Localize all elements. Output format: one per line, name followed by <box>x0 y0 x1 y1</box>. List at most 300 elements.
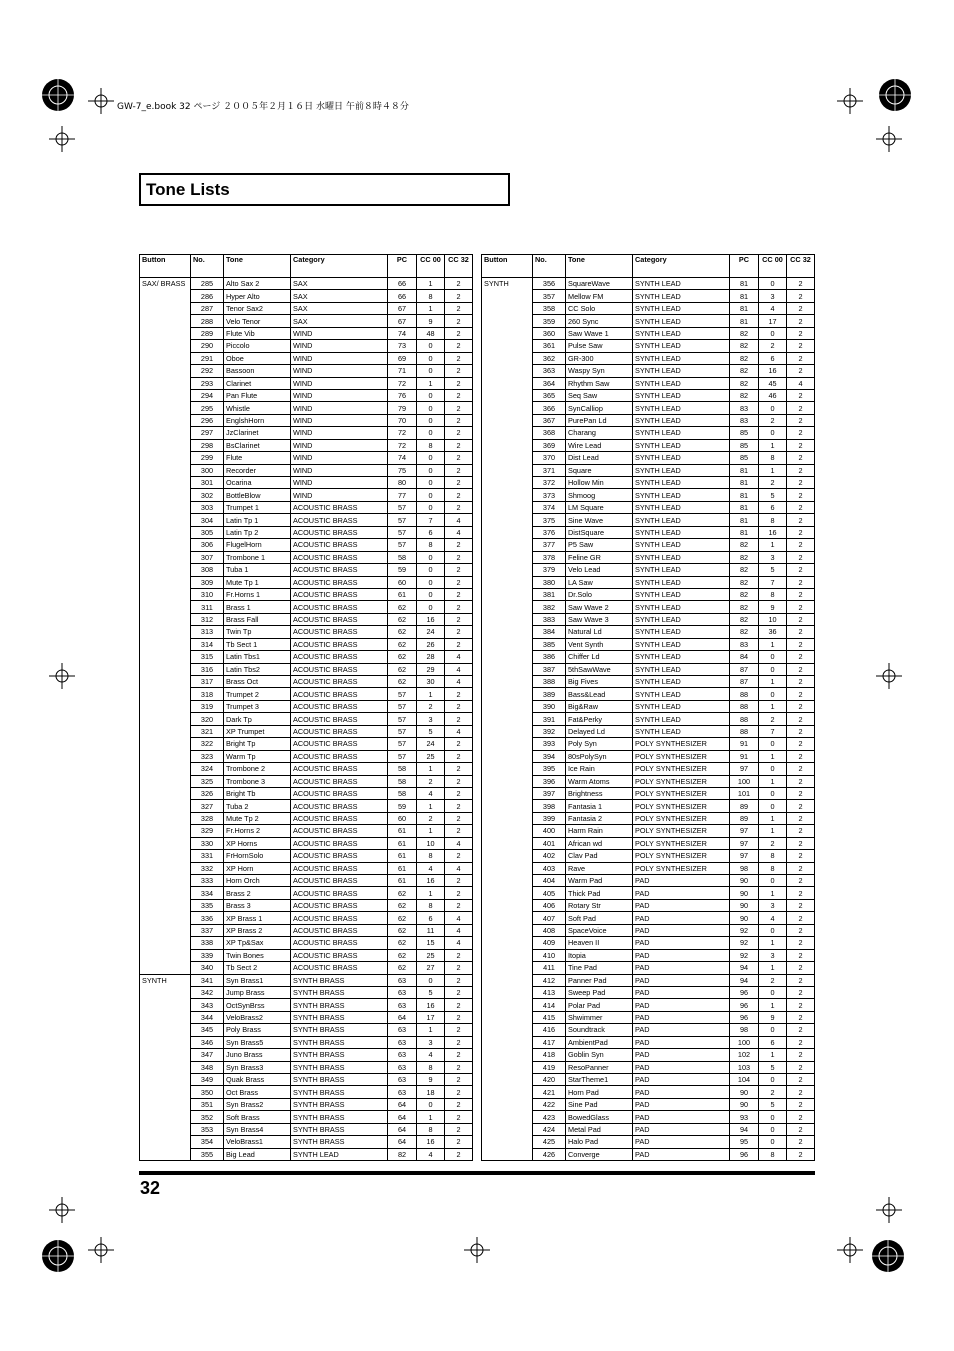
tone-name-cell: Waspy Syn <box>566 365 633 377</box>
pc-cell: 82 <box>730 539 759 551</box>
category-cell: POLY SYNTHESIZER <box>633 763 730 775</box>
cc00-cell: 24 <box>417 626 445 638</box>
category-cell: ACOUSTIC BRASS <box>291 949 388 961</box>
tone-name-cell: Piccolo <box>224 340 291 352</box>
category-cell: SYNTH LEAD <box>633 551 730 563</box>
tone-name-cell: Trumpet 2 <box>224 688 291 700</box>
category-cell: POLY SYNTHESIZER <box>633 787 730 799</box>
cc00-cell: 0 <box>759 402 787 414</box>
cc00-cell: 3 <box>759 290 787 302</box>
cc00-cell: 11 <box>417 924 445 936</box>
category-cell: PAD <box>633 1011 730 1023</box>
tone-name-cell: BowedGlass <box>566 1111 633 1123</box>
cc32-cell: 2 <box>787 875 815 887</box>
category-cell: SYNTH LEAD <box>633 638 730 650</box>
cc00-cell: 6 <box>759 352 787 364</box>
tone-name-cell: Saw Wave 3 <box>566 613 633 625</box>
pc-cell: 71 <box>388 365 417 377</box>
cc32-cell: 2 <box>445 700 473 712</box>
tone-number-cell: 334 <box>191 887 224 899</box>
tone-number-cell: 426 <box>533 1148 566 1160</box>
category-cell: PAD <box>633 912 730 924</box>
tone-number-cell: 353 <box>191 1123 224 1135</box>
category-cell: ACOUSTIC BRASS <box>291 725 388 737</box>
tone-number-cell: 320 <box>191 713 224 725</box>
tone-name-cell: Hyper Alto <box>224 290 291 302</box>
pc-cell: 94 <box>730 974 759 986</box>
cc00-cell: 0 <box>417 601 445 613</box>
cc32-cell: 2 <box>445 688 473 700</box>
cc00-cell: 5 <box>759 1061 787 1073</box>
tone-number-cell: 374 <box>533 501 566 513</box>
tone-number-cell: 315 <box>191 651 224 663</box>
tone-name-cell: VeloBrass2 <box>224 1011 291 1023</box>
cc32-cell: 2 <box>787 700 815 712</box>
category-cell: SYNTH LEAD <box>633 365 730 377</box>
tone-number-cell: 362 <box>533 352 566 364</box>
pc-cell: 62 <box>388 899 417 911</box>
pc-cell: 97 <box>730 837 759 849</box>
tone-number-cell: 285 <box>191 278 224 290</box>
tone-name-cell: Square <box>566 464 633 476</box>
tone-name-cell: Soundtrack <box>566 1024 633 1036</box>
pc-cell: 100 <box>730 775 759 787</box>
cc32-cell: 4 <box>445 725 473 737</box>
pc-cell: 74 <box>388 452 417 464</box>
tone-number-cell: 304 <box>191 514 224 526</box>
tone-name-cell: Harm Rain <box>566 825 633 837</box>
cc00-cell: 4 <box>417 1148 445 1160</box>
tone-number-cell: 314 <box>191 638 224 650</box>
tone-name-cell: Shmoog <box>566 489 633 501</box>
tone-name-cell: Bright Tp <box>224 738 291 750</box>
pc-cell: 94 <box>730 1123 759 1135</box>
cc32-cell: 2 <box>445 452 473 464</box>
pc-cell: 82 <box>730 327 759 339</box>
tone-name-cell: Vent Synth <box>566 638 633 650</box>
cc00-cell: 8 <box>417 290 445 302</box>
category-cell: PAD <box>633 1136 730 1148</box>
tone-name-cell: Sweep Pad <box>566 986 633 998</box>
category-cell: ACOUSTIC BRASS <box>291 613 388 625</box>
table-header-row <box>482 255 815 278</box>
tone-name-cell: Recorder <box>224 464 291 476</box>
pc-cell: 82 <box>730 551 759 563</box>
cc00-cell: 1 <box>759 676 787 688</box>
cc32-cell: 2 <box>445 775 473 787</box>
cc32-cell: 2 <box>787 427 815 439</box>
cc00-cell: 0 <box>759 924 787 936</box>
tone-name-cell: Goblin Syn <box>566 1049 633 1061</box>
pc-cell: 66 <box>388 290 417 302</box>
tone-name-cell: Pulse Saw <box>566 340 633 352</box>
tone-number-cell: 385 <box>533 638 566 650</box>
cc32-cell: 2 <box>787 862 815 874</box>
cc00-cell: 0 <box>417 452 445 464</box>
tone-number-cell: 341 <box>191 974 224 986</box>
tone-number-cell: 378 <box>533 551 566 563</box>
pc-cell: 64 <box>388 1111 417 1123</box>
cc32-cell: 2 <box>445 402 473 414</box>
tone-name-cell: Hollow Min <box>566 477 633 489</box>
tone-number-cell: 350 <box>191 1086 224 1098</box>
tone-name-cell: Shwimmer <box>566 1011 633 1023</box>
tone-name-cell: Big Lead <box>224 1148 291 1160</box>
category-cell: POLY SYNTHESIZER <box>633 837 730 849</box>
pc-cell: 104 <box>730 1074 759 1086</box>
column-header: CC 00 <box>417 255 445 278</box>
tone-number-cell: 328 <box>191 812 224 824</box>
pc-cell: 84 <box>730 651 759 663</box>
pc-cell: 82 <box>730 613 759 625</box>
cc32-cell: 2 <box>445 576 473 588</box>
pc-cell: 101 <box>730 787 759 799</box>
pc-cell: 62 <box>388 949 417 961</box>
category-cell: ACOUSTIC BRASS <box>291 663 388 675</box>
category-cell: SYNTH LEAD <box>633 389 730 401</box>
tone-list-table-left <box>139 254 473 1161</box>
category-cell: PAD <box>633 1061 730 1073</box>
tone-number-cell: 327 <box>191 800 224 812</box>
category-cell: ACOUSTIC BRASS <box>291 763 388 775</box>
cc00-cell: 8 <box>417 539 445 551</box>
table-row <box>482 278 815 290</box>
cc00-cell: 1 <box>759 700 787 712</box>
tone-number-cell: 331 <box>191 850 224 862</box>
category-cell: PAD <box>633 1098 730 1110</box>
tone-number-cell: 398 <box>533 800 566 812</box>
pc-cell: 94 <box>730 962 759 974</box>
table-row <box>140 278 473 290</box>
pc-cell: 82 <box>730 352 759 364</box>
tone-number-cell: 425 <box>533 1136 566 1148</box>
column-header: PC <box>730 255 759 278</box>
cc00-cell: 3 <box>759 949 787 961</box>
category-cell: ACOUSTIC BRASS <box>291 825 388 837</box>
cc32-cell: 2 <box>787 464 815 476</box>
tone-number-cell: 302 <box>191 489 224 501</box>
tone-number-cell: 297 <box>191 427 224 439</box>
cc32-cell: 2 <box>787 850 815 862</box>
pc-cell: 90 <box>730 875 759 887</box>
tone-number-cell: 321 <box>191 725 224 737</box>
category-cell: SYNTH LEAD <box>633 452 730 464</box>
tone-name-cell: Brass Oct <box>224 676 291 688</box>
pc-cell: 62 <box>388 651 417 663</box>
tone-number-cell: 424 <box>533 1123 566 1135</box>
cc00-cell: 1 <box>417 800 445 812</box>
tone-number-cell: 408 <box>533 924 566 936</box>
pc-cell: 57 <box>388 501 417 513</box>
cc00-cell: 7 <box>759 576 787 588</box>
cc00-cell: 8 <box>759 514 787 526</box>
cc32-cell: 2 <box>445 1111 473 1123</box>
cc00-cell: 0 <box>759 875 787 887</box>
tone-number-cell: 299 <box>191 452 224 464</box>
cc00-cell: 2 <box>417 812 445 824</box>
tone-number-cell: 287 <box>191 302 224 314</box>
cc00-cell: 1 <box>759 750 787 762</box>
cc32-cell: 2 <box>787 1036 815 1048</box>
cc32-cell: 2 <box>787 526 815 538</box>
category-cell: ACOUSTIC BRASS <box>291 962 388 974</box>
cc00-cell: 25 <box>417 750 445 762</box>
tone-number-cell: 357 <box>533 290 566 302</box>
tone-name-cell: Whistle <box>224 402 291 414</box>
cc32-cell: 2 <box>445 1136 473 1148</box>
tone-number-cell: 313 <box>191 626 224 638</box>
tone-number-cell: 296 <box>191 414 224 426</box>
tone-name-cell: Delayed Ld <box>566 725 633 737</box>
pc-cell: 58 <box>388 775 417 787</box>
cc00-cell: 1 <box>759 812 787 824</box>
cc32-cell: 2 <box>445 1036 473 1048</box>
cc32-cell: 4 <box>445 676 473 688</box>
tone-name-cell: Poly Brass <box>224 1024 291 1036</box>
cc32-cell: 2 <box>787 626 815 638</box>
tone-number-cell: 379 <box>533 564 566 576</box>
page-number: 32 <box>140 1178 161 1198</box>
cc32-cell: 2 <box>445 278 473 290</box>
category-cell: SYNTH BRASS <box>291 1123 388 1135</box>
tone-name-cell: Trumpet 3 <box>224 700 291 712</box>
cc00-cell: 3 <box>759 551 787 563</box>
crosshair-mark <box>464 1237 490 1263</box>
tone-number-cell: 373 <box>533 489 566 501</box>
category-cell: SYNTH BRASS <box>291 1074 388 1086</box>
pc-cell: 63 <box>388 986 417 998</box>
category-cell: SYNTH BRASS <box>291 1049 388 1061</box>
button-group-cell: SYNTH <box>140 974 191 1161</box>
cc32-cell: 2 <box>445 1148 473 1160</box>
tone-name-cell: Latin Tp 1 <box>224 514 291 526</box>
tone-number-cell: 311 <box>191 601 224 613</box>
tone-name-cell: Warm Pad <box>566 875 633 887</box>
pc-cell: 89 <box>730 800 759 812</box>
pc-cell: 58 <box>388 787 417 799</box>
tone-name-cell: Thick Pad <box>566 887 633 899</box>
tone-number-cell: 288 <box>191 315 224 327</box>
tone-number-cell: 345 <box>191 1024 224 1036</box>
cc32-cell: 2 <box>787 601 815 613</box>
cc00-cell: 8 <box>417 899 445 911</box>
tone-name-cell: Trombone 2 <box>224 763 291 775</box>
cc32-cell: 2 <box>787 974 815 986</box>
tone-number-cell: 418 <box>533 1049 566 1061</box>
cc00-cell: 5 <box>759 1098 787 1110</box>
tone-number-cell: 363 <box>533 365 566 377</box>
cc32-cell: 2 <box>445 787 473 799</box>
tone-name-cell: Saw Wave 2 <box>566 601 633 613</box>
category-cell: SYNTH LEAD <box>633 725 730 737</box>
tone-name-cell: Brass 1 <box>224 601 291 613</box>
category-cell: PAD <box>633 999 730 1011</box>
pc-cell: 63 <box>388 1074 417 1086</box>
tone-number-cell: 393 <box>533 738 566 750</box>
pc-cell: 82 <box>730 588 759 600</box>
category-cell: ACOUSTIC BRASS <box>291 626 388 638</box>
cc00-cell: 2 <box>759 1086 787 1098</box>
cc00-cell: 0 <box>759 800 787 812</box>
tone-number-cell: 401 <box>533 837 566 849</box>
pc-cell: 82 <box>730 601 759 613</box>
tone-name-cell: LM Square <box>566 501 633 513</box>
column-header: Button <box>140 255 191 278</box>
category-cell: WIND <box>291 327 388 339</box>
category-cell: SYNTH LEAD <box>633 352 730 364</box>
pc-cell: 90 <box>730 1086 759 1098</box>
tone-number-cell: 301 <box>191 477 224 489</box>
cc00-cell: 1 <box>417 825 445 837</box>
tone-name-cell: Tb Sect 2 <box>224 962 291 974</box>
tone-name-cell: Brass 3 <box>224 899 291 911</box>
column-header: PC <box>388 255 417 278</box>
tone-number-cell: 305 <box>191 526 224 538</box>
cc32-cell: 2 <box>445 812 473 824</box>
tone-name-cell: Big Fives <box>566 676 633 688</box>
cc32-cell: 2 <box>787 962 815 974</box>
pc-cell: 58 <box>388 551 417 563</box>
category-cell: POLY SYNTHESIZER <box>633 812 730 824</box>
tone-number-cell: 390 <box>533 700 566 712</box>
cc32-cell: 2 <box>787 676 815 688</box>
cc32-cell: 2 <box>787 315 815 327</box>
tone-number-cell: 406 <box>533 899 566 911</box>
category-cell: PAD <box>633 949 730 961</box>
cc00-cell: 1 <box>759 1049 787 1061</box>
cc00-cell: 4 <box>759 302 787 314</box>
category-cell: ACOUSTIC BRASS <box>291 850 388 862</box>
tone-number-cell: 293 <box>191 377 224 389</box>
cc32-cell: 2 <box>787 775 815 787</box>
tone-number-cell: 369 <box>533 439 566 451</box>
pc-cell: 67 <box>388 302 417 314</box>
category-cell: PAD <box>633 937 730 949</box>
cc32-cell: 4 <box>445 937 473 949</box>
tone-name-cell: Velo Tenor <box>224 315 291 327</box>
cc00-cell: 10 <box>417 837 445 849</box>
cc00-cell: 6 <box>759 501 787 513</box>
pc-cell: 57 <box>388 539 417 551</box>
tone-name-cell: 5thSawWave <box>566 663 633 675</box>
footer-rule <box>139 1171 815 1175</box>
cc00-cell: 1 <box>417 302 445 314</box>
tone-name-cell: Soft Brass <box>224 1111 291 1123</box>
pc-cell: 72 <box>388 439 417 451</box>
cc00-cell: 1 <box>759 638 787 650</box>
cc32-cell: 2 <box>445 489 473 501</box>
tone-name-cell: Ice Rain <box>566 763 633 775</box>
tone-number-cell: 333 <box>191 875 224 887</box>
cc00-cell: 2 <box>759 414 787 426</box>
category-cell: SAX <box>291 315 388 327</box>
category-cell: SYNTH BRASS <box>291 1098 388 1110</box>
tone-name-cell: BsClarinet <box>224 439 291 451</box>
tone-name-cell: Warm Tp <box>224 750 291 762</box>
tone-number-cell: 358 <box>533 302 566 314</box>
cc32-cell: 2 <box>787 887 815 899</box>
pc-cell: 62 <box>388 613 417 625</box>
tone-number-cell: 394 <box>533 750 566 762</box>
cc32-cell: 2 <box>787 389 815 401</box>
pc-cell: 95 <box>730 1136 759 1148</box>
tone-number-cell: 306 <box>191 539 224 551</box>
tone-number-cell: 289 <box>191 327 224 339</box>
category-cell: PAD <box>633 887 730 899</box>
pc-cell: 82 <box>730 365 759 377</box>
pc-cell: 93 <box>730 1111 759 1123</box>
cc00-cell: 1 <box>759 464 787 476</box>
category-cell: POLY SYNTHESIZER <box>633 738 730 750</box>
cc32-cell: 4 <box>445 526 473 538</box>
cc32-cell: 2 <box>445 1011 473 1023</box>
cc32-cell: 2 <box>445 539 473 551</box>
cc32-cell: 2 <box>445 501 473 513</box>
pc-cell: 57 <box>388 514 417 526</box>
category-cell: ACOUSTIC BRASS <box>291 837 388 849</box>
cc32-cell: 2 <box>445 613 473 625</box>
category-cell: SAX <box>291 302 388 314</box>
tone-name-cell: BottleBlow <box>224 489 291 501</box>
pc-cell: 98 <box>730 1024 759 1036</box>
cc00-cell: 2 <box>759 477 787 489</box>
pc-cell: 83 <box>730 414 759 426</box>
cc00-cell: 0 <box>417 477 445 489</box>
crosshair-mark <box>876 1197 902 1223</box>
category-cell: ACOUSTIC BRASS <box>291 651 388 663</box>
tone-name-cell: Bass&Lead <box>566 688 633 700</box>
cc00-cell: 6 <box>417 526 445 538</box>
cc32-cell: 2 <box>787 302 815 314</box>
tone-name-cell: Horn Orch <box>224 875 291 887</box>
category-cell: POLY SYNTHESIZER <box>633 862 730 874</box>
tone-number-cell: 386 <box>533 651 566 663</box>
cc00-cell: 1 <box>759 962 787 974</box>
cc00-cell: 0 <box>759 1111 787 1123</box>
tone-name-cell: FlugelHorn <box>224 539 291 551</box>
column-header: Category <box>633 255 730 278</box>
pc-cell: 63 <box>388 999 417 1011</box>
category-cell: POLY SYNTHESIZER <box>633 800 730 812</box>
cc32-cell: 2 <box>787 763 815 775</box>
tone-name-cell: Heaven II <box>566 937 633 949</box>
pc-cell: 75 <box>388 464 417 476</box>
pc-cell: 82 <box>730 626 759 638</box>
cc32-cell: 2 <box>445 1098 473 1110</box>
pc-cell: 81 <box>730 464 759 476</box>
tone-name-cell: SquareWave <box>566 278 633 290</box>
tone-name-cell: Fr.Horns 2 <box>224 825 291 837</box>
cc00-cell: 0 <box>759 763 787 775</box>
cc00-cell: 0 <box>417 389 445 401</box>
pc-cell: 90 <box>730 912 759 924</box>
pc-cell: 97 <box>730 763 759 775</box>
cc00-cell: 0 <box>417 501 445 513</box>
pc-cell: 64 <box>388 1098 417 1110</box>
tone-name-cell: DistSquare <box>566 526 633 538</box>
tone-name-cell: Trombone 1 <box>224 551 291 563</box>
category-cell: SYNTH LEAD <box>633 700 730 712</box>
pc-cell: 103 <box>730 1061 759 1073</box>
category-cell: SYNTH LEAD <box>633 663 730 675</box>
pc-cell: 98 <box>730 862 759 874</box>
category-cell: ACOUSTIC BRASS <box>291 738 388 750</box>
cc00-cell: 8 <box>417 1123 445 1135</box>
tone-number-cell: 388 <box>533 676 566 688</box>
category-cell: ACOUSTIC BRASS <box>291 787 388 799</box>
tone-number-cell: 361 <box>533 340 566 352</box>
pc-cell: 80 <box>388 477 417 489</box>
